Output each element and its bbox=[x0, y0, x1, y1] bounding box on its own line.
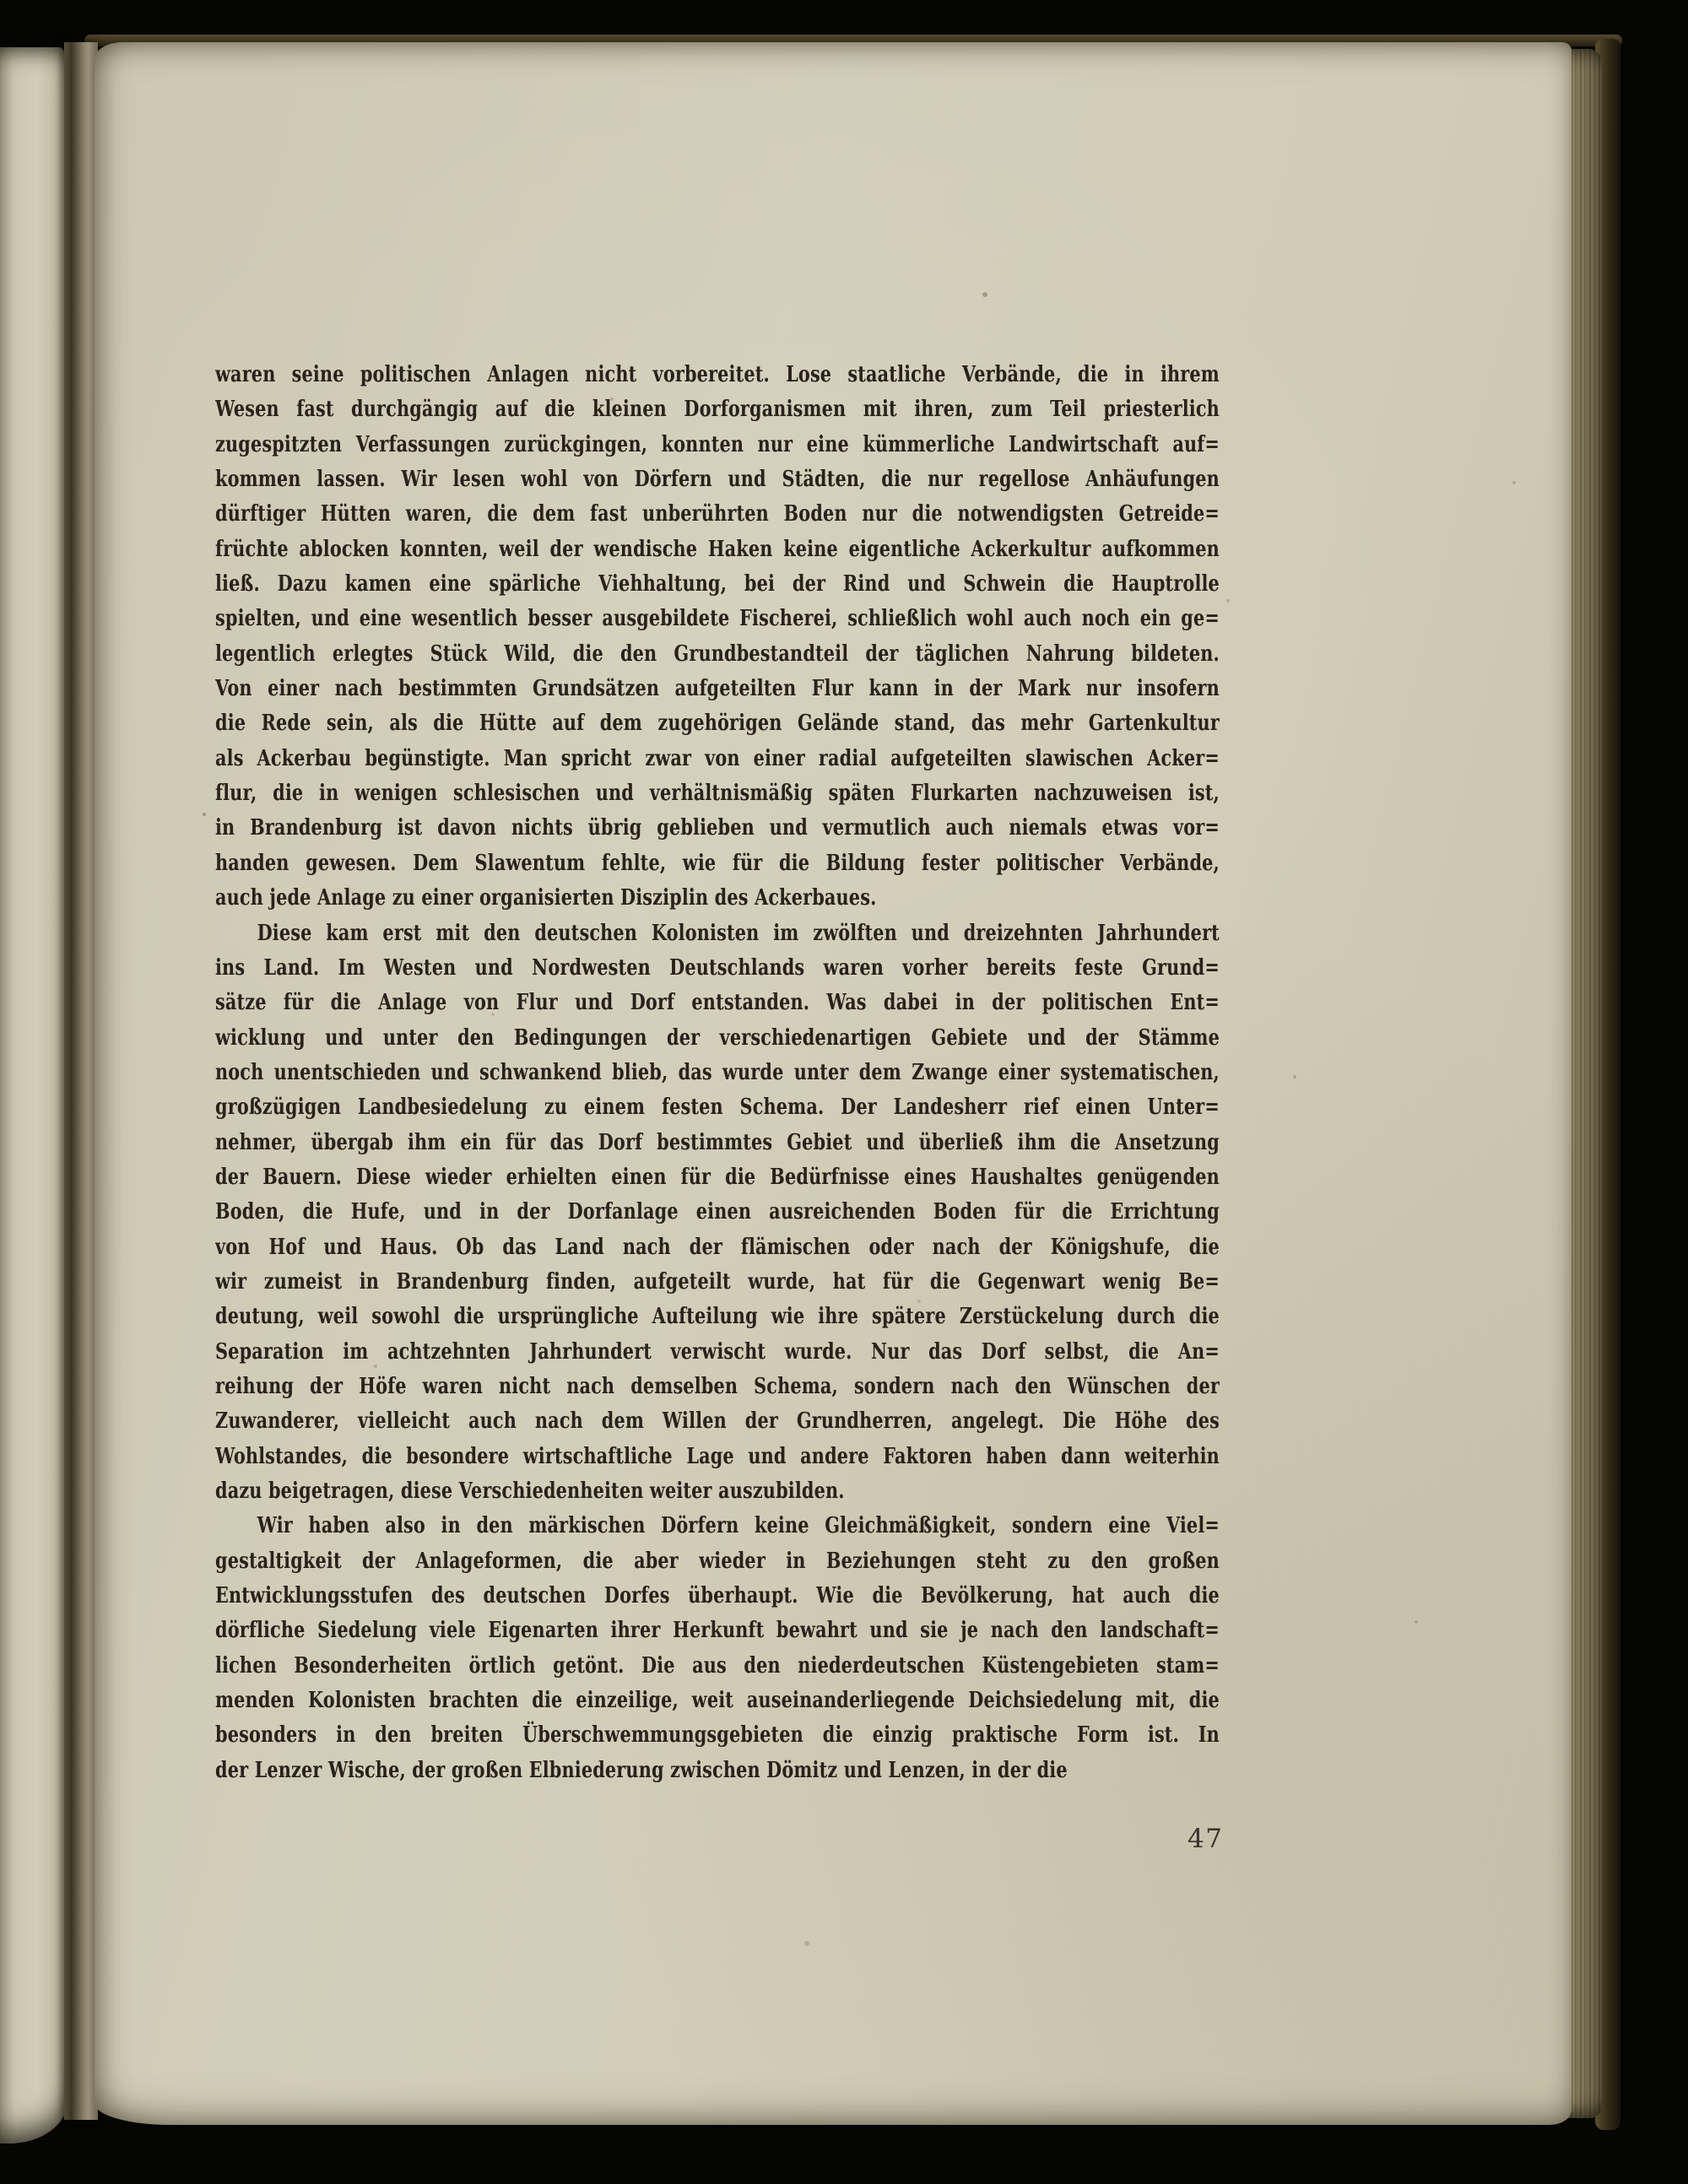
text-line: Wir haben also in den märkischen Dörfern keine Gleichmäßigkeit, sondern eine Viel= bbox=[257, 1513, 1220, 1539]
text-line: menden Kolonisten brachten die einzeilige, weit auseinanderliegende Deichsiedelung mit, die bbox=[215, 1688, 1220, 1714]
text-line: Diese kam erst mit den deutschen Kolonisten im zwölften und dreizehnten Jahrhundert bbox=[257, 920, 1220, 946]
paragraph bbox=[215, 916, 1220, 1510]
text-line: die Rede sein, als die Hütte auf dem zugehörigen Gelände stand, das mehr Gartenkultur bbox=[215, 711, 1220, 737]
text-line: Wohlstandes, die besondere wirtschaftliche Lage und andere Faktoren haben dann weiterhin bbox=[215, 1443, 1220, 1469]
text-line: gestaltigkeit der Anlageformen, die aber wieder in Beziehungen steht zu den großen bbox=[215, 1548, 1220, 1574]
text-line: auch jede Anlage zu einer organisierten Disziplin des Ackerbaues. bbox=[215, 885, 877, 911]
text-line: noch unentschieden und schwankend blieb, das wurde unter dem Zwange einer systematischen, bbox=[215, 1059, 1220, 1085]
text-line: ins Land. Im Westen und Nordwesten Deutschlands waren vorher bereits feste Grund= bbox=[215, 954, 1220, 981]
text-line: der Bauern. Diese wieder erhielten einen für die Bedürfnisse eines Haushaltes genügenden bbox=[215, 1164, 1220, 1190]
text-line: reihung der Höfe waren nicht nach demselben Schema, sondern nach den Wünschen der bbox=[215, 1373, 1220, 1399]
text-line: Zuwanderer, vielleicht auch nach dem Willen der Grundherren, angelegt. Die Höhe des bbox=[215, 1408, 1220, 1435]
text-line: waren seine politischen Anlagen nicht vorbereitet. Lose staatliche Verbände, die in ihrem bbox=[215, 362, 1220, 387]
text-line: besonders in den breiten Überschwemmungsgebieten die einzig praktische Form ist. In bbox=[215, 1722, 1220, 1749]
gutter-shadow bbox=[64, 42, 98, 2120]
text-line: ließ. Dazu kamen eine spärliche Viehhaltung, bei der Rind und Schwein die Hauptrolle bbox=[215, 571, 1220, 597]
text-line: wir zumeist in Brandenburg finden, aufgeteilt wurde, hat für die Gegenwart wenig Be= bbox=[215, 1268, 1220, 1295]
text-line: deutung, weil sowohl die ursprüngliche Aufteilung wie ihre spätere Zerstückelung durch die bbox=[215, 1304, 1220, 1330]
text-line: legentlich erlegtes Stück Wild, die den Grundbestandteil der täglichen Nahrung bildeten. bbox=[215, 641, 1220, 667]
text-line: als Ackerbau begünstigte. Man spricht zwar von einer radial aufgeteilten slawischen Acker= bbox=[215, 745, 1220, 771]
text-line: zugespitzten Verfassungen zurückgingen, konnten nur eine kümmerliche Landwirtschaft auf= bbox=[215, 431, 1220, 457]
text-line: sätze für die Anlage von Flur und Dorf entstanden. Was dabei in der politischen Ent= bbox=[215, 990, 1220, 1016]
text-line: Wesen fast durchgängig auf die kleinen Dorforganismen mit ihren, zum Teil priesterlich bbox=[215, 397, 1220, 423]
body-text bbox=[215, 358, 1220, 1788]
text-line: Von einer nach bestimmten Grundsätzen aufgeteilten Flur kann in der Mark nur insofern bbox=[215, 676, 1220, 702]
text-line: dürftiger Hütten waren, die dem fast unberührten Boden nur die notwendigsten Getreide= bbox=[215, 501, 1220, 527]
text-line: nehmer, übergab ihm ein für das Dorf bestimmtes Gebiet und überließ ihm die Ansetzung bbox=[215, 1129, 1220, 1155]
paragraph bbox=[215, 358, 1220, 916]
paragraph bbox=[215, 1509, 1220, 1788]
text-line: flur, die in wenigen schlesischen und verhältnismäßig späten Flurkarten nachzuweisen ist, bbox=[215, 781, 1220, 807]
book-page bbox=[95, 42, 1572, 2125]
text-line: großzügigen Landbesiedelung zu einem festen Schema. Der Landesherr rief einen Unter= bbox=[215, 1095, 1220, 1121]
text-line: lichen Besonderheiten örtlich getönt. Die aus den niederdeutschen Küstengebieten stam= bbox=[215, 1652, 1220, 1679]
text-line: dörfliche Siedelung viele Eigenarten ihrer Herkunft bewahrt und sie je nach den landschaft= bbox=[215, 1618, 1220, 1644]
facing-page-edge bbox=[0, 47, 68, 2143]
text-line: kommen lassen. Wir lesen wohl von Dörfern und Städten, die nur regellose Anhäufungen bbox=[215, 467, 1220, 493]
text-line: wicklung und unter den Bedingungen der verschiedenartigen Gebiete und der Stämme bbox=[215, 1024, 1220, 1051]
page-number: 47 bbox=[1188, 1824, 1224, 1854]
text-line: Boden, die Hufe, und in der Dorfanlage einen ausreichenden Boden für die Errichtung bbox=[215, 1199, 1220, 1225]
text-line: früchte ablocken konnten, weil der wendische Haken keine eigentliche Ackerkultur aufkommen bbox=[215, 536, 1220, 562]
text-line: der Lenzer Wische, der großen Elbniederung zwischen Dömitz und Lenzen, in der die bbox=[215, 1757, 1068, 1783]
paper-specks bbox=[95, 42, 98, 46]
text-line: handen gewesen. Dem Slawentum fehlte, wie für die Bildung fester politischer Verbände, bbox=[215, 850, 1220, 876]
text-line: Separation im achtzehnten Jahrhundert verwischt wurde. Nur das Dorf selbst, die An= bbox=[215, 1338, 1220, 1365]
text-line: Entwicklungsstufen des deutschen Dorfes überhaupt. Wie die Bevölkerung, hat auch die bbox=[215, 1583, 1220, 1609]
text-line: von Hof und Haus. Ob das Land nach der flämischen oder nach der Königshufe, die bbox=[215, 1234, 1220, 1260]
text-line: dazu beigetragen, diese Verschiedenheiten weiter auszubilden. bbox=[215, 1479, 845, 1504]
text-line: in Brandenburg ist davon nichts übrig geblieben und vermutlich auch niemals etwas vor= bbox=[215, 815, 1220, 841]
text-line: spielten, und eine wesentlich besser ausgebildete Fischerei, schließlich wohl auch noch ein ge= bbox=[215, 606, 1220, 632]
